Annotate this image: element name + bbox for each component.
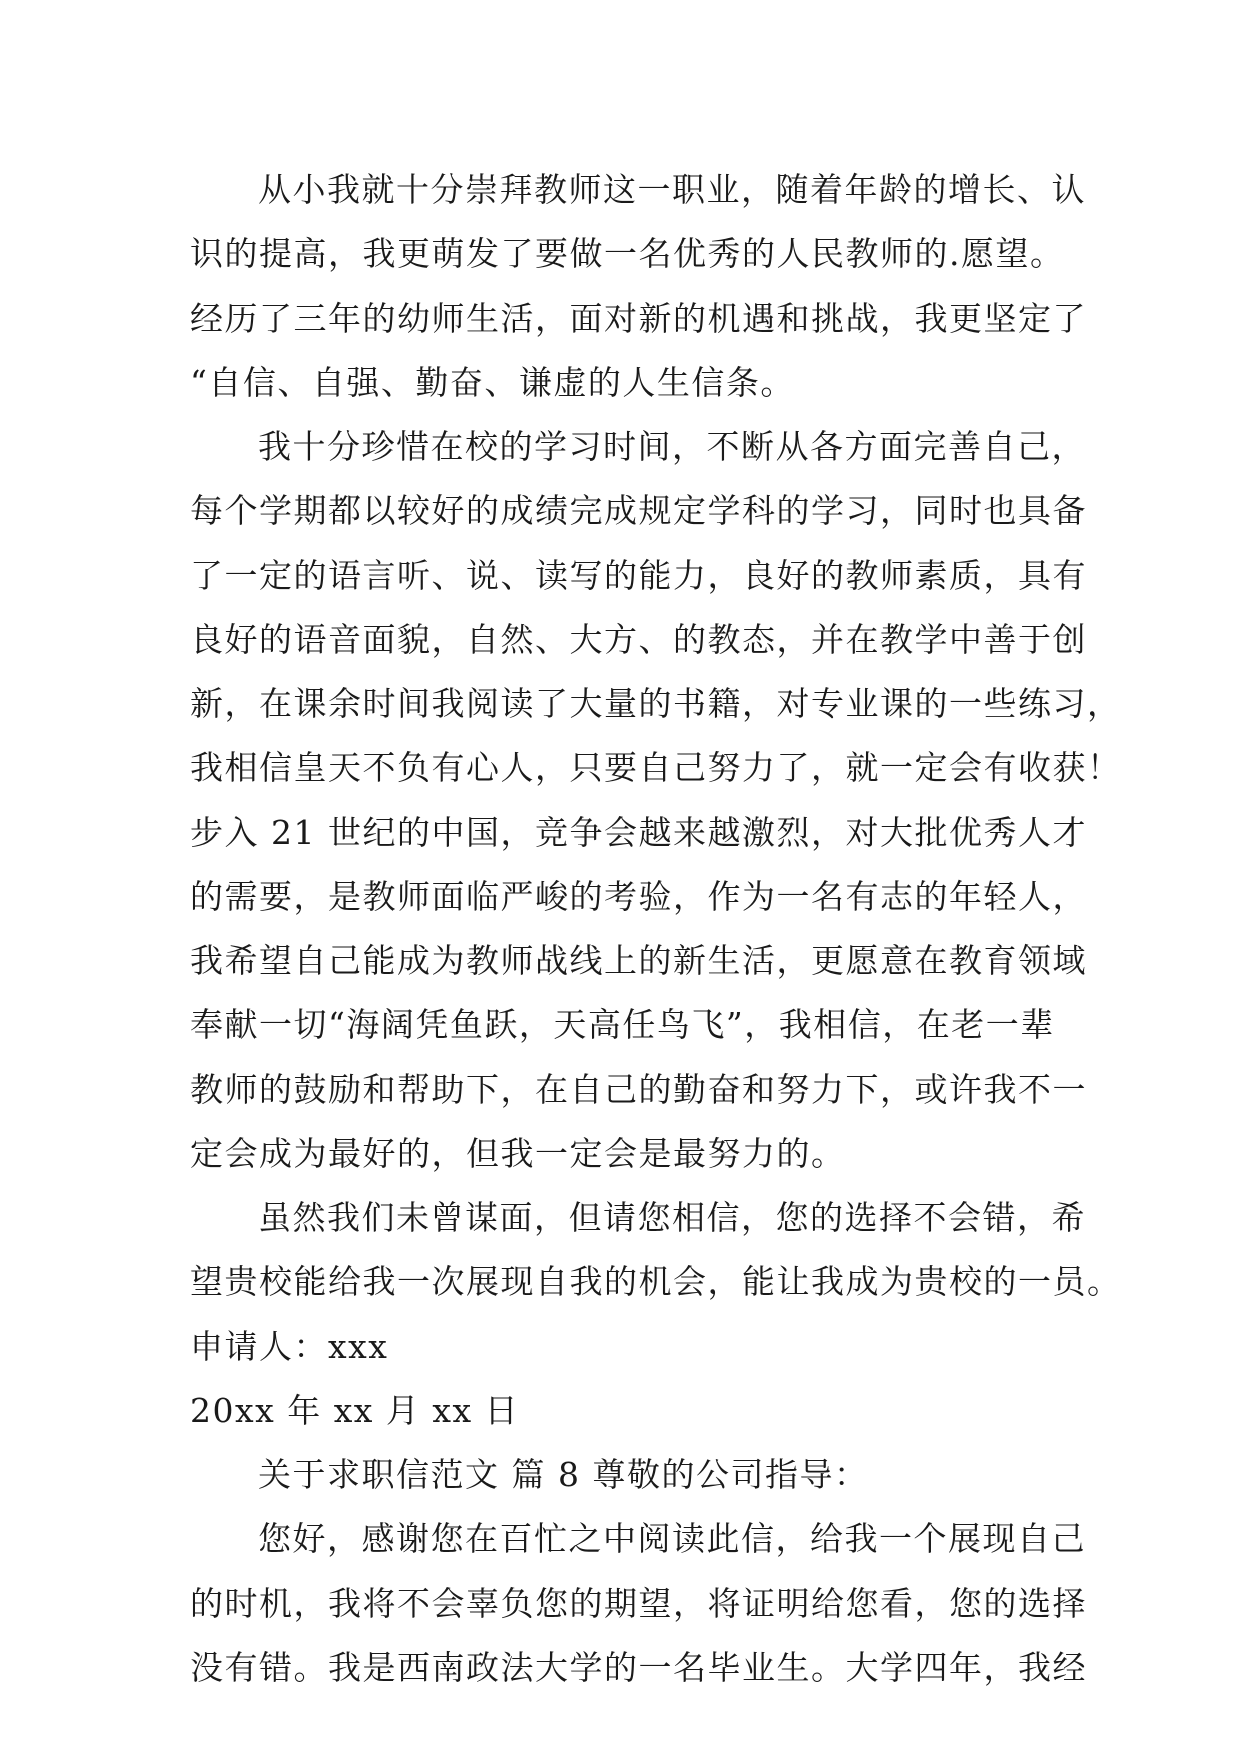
text-line: 我相信皇天不负有心人，只要自己努力了，就一定会有收获！ [190,748,1122,788]
text-line: 没有错。我是西南政法大学的一名毕业生。大学四年，我经 [190,1647,1087,1687]
text-line: 步入 21 世纪的中国，竞争会越来越激烈，对大批优秀人才 [190,812,1087,852]
text-line: 良好的语音面貌，自然、大方、的教态，并在教学中善于创 [190,619,1087,659]
text-line: 望贵校能给我一次展现自我的机会，能让我成为贵校的一员。 [190,1262,1122,1302]
text-line: 的时机，我将不会辜负您的期望，将证明给您看，您的选择 [190,1583,1087,1623]
text-line: 虽然我们未曾谋面，但请您相信，您的选择不会错，希 [258,1198,1086,1237]
date-line: 20xx 年 xx 月 xx 日 [190,1390,520,1430]
text-line: 教师的鼓励和帮助下，在自己的勤奋和努力下，或许我不一 [190,1069,1087,1109]
text-line: 每个学期都以较好的成绩完成规定学科的学习，同时也具备 [190,491,1087,531]
text-line: 您好，感谢您在百忙之中阅读此信，给我一个展现自己 [258,1519,1086,1559]
text-line: 定会成为最好的，但我一定会是最努力的。 [190,1133,846,1173]
section-heading: 关于求职信范文 篇 8 尊敬的公司指导： [258,1455,869,1494]
text-line: 从小我就十分崇拜教师这一职业，随着年龄的增长、认 [258,170,1086,209]
text-line: 我十分珍惜在校的学习时间，不断从各方面完善自己， [258,427,1086,466]
text-line: 经历了三年的幼师生活，面对新的机遇和挑战，我更坚定了 [190,298,1087,338]
applicant-signature-line: 申请人：xxx [190,1326,389,1366]
text-line: 的需要，是教师面临严峻的考验，作为一名有志的年轻人， [190,876,1087,916]
text-line: 我希望自己能成为教师战线上的新生活，更愿意在教育领域 [190,941,1087,980]
text-line: 新，在课余时间我阅读了大量的书籍，对专业课的一些练习， [190,684,1122,723]
text-line: 识的提高，我更萌发了要做一名优秀的人民教师的.愿望。 [190,234,1065,274]
document-body [190,158,1122,1700]
text-line: 奉献一切“海阔凭鱼跃，天高任鸟飞”，我相信，在老一辈 [190,1005,1055,1045]
text-line: 了一定的语言听、说、读写的能力，良好的教师素质，具有 [190,555,1087,595]
text-line: “自信、自强、勤奋、谦虚的人生信条。 [190,362,795,402]
